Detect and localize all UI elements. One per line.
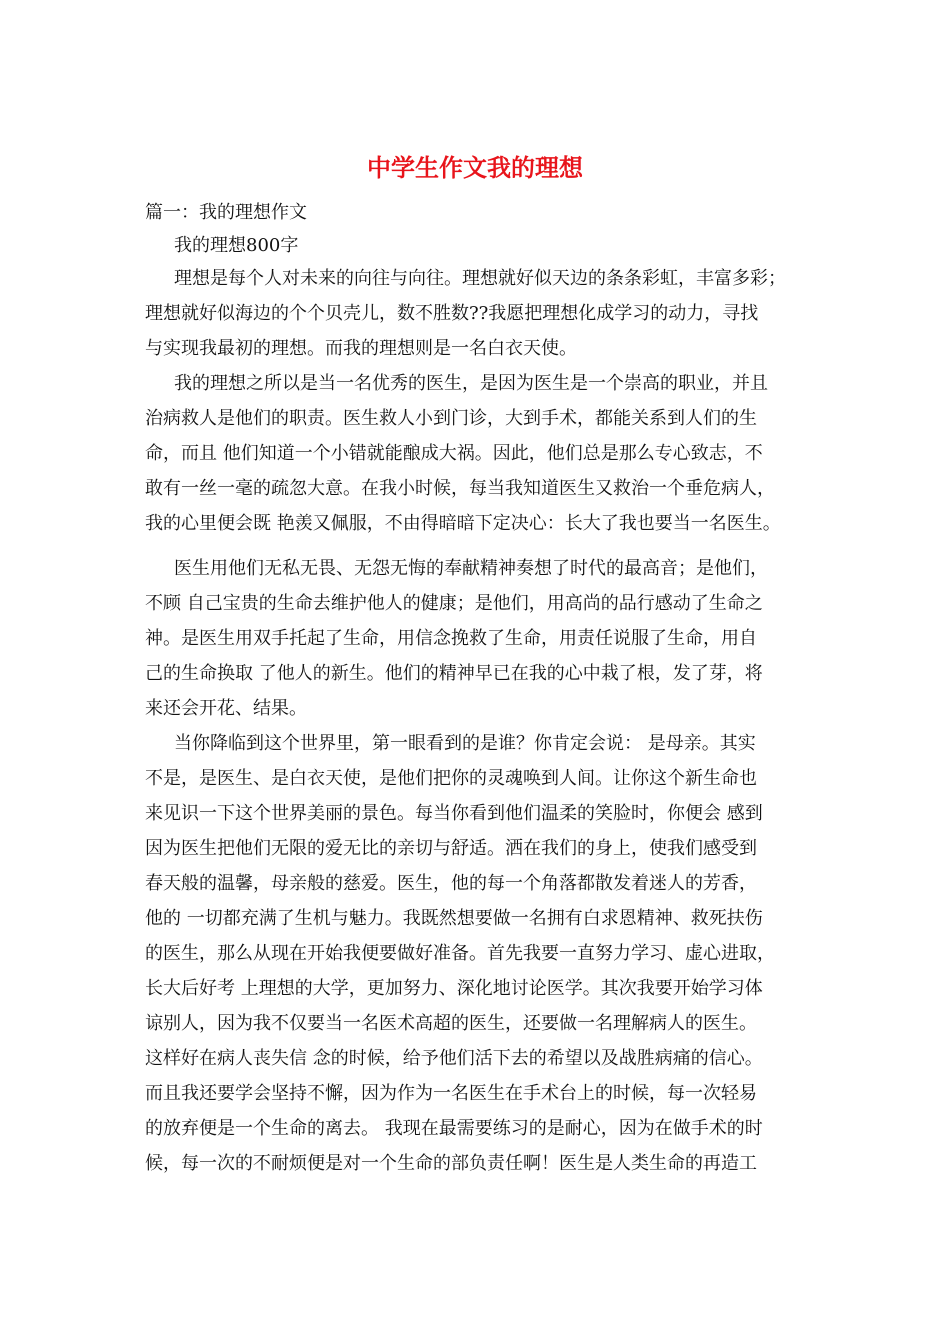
paragraph-line: 这样好在病人丧失信 念的时候，给予他们活下去的希望以及战胜病痛的信心。 (145, 1048, 763, 1069)
essay-subtitle: 我的理想800字 (174, 235, 299, 256)
paragraph-line: 长大后好考 上理想的大学，更加努力、深化地讨论医学。其次我要开始学习体 (145, 978, 763, 999)
paragraph-line: 而且我还要学会坚持不懈，因为作为一名医生在手术台上的时候，每一次轻易 (145, 1083, 757, 1104)
paragraph-line: 神。是医生用双手托起了生命，用信念挽救了生命，用责任说服了生命，用自 (145, 628, 757, 649)
paragraph-line: 不是，是医生、是白衣天使，是他们把你的灵魂唤到人间。让你这个新生命也 (145, 768, 757, 789)
paragraph-line: 候，每一次的不耐烦便是对一个生命的部负责任啊！医生是人类生命的再造工 (145, 1153, 757, 1174)
paragraph-line: 命，而且 他们知道一个小错就能酿成大祸。因此，他们总是那么专心致志，不 (145, 443, 763, 464)
paragraph-line: 与实现我最初的理想。而我的理想则是一名白衣天使。 (145, 338, 577, 359)
paragraph-line: 谅别人，因为我不仅要当一名医术高超的医生，还要做一名理解病人的医生。 (145, 1013, 757, 1034)
paragraph-line: 我的心里便会既 艳羡又佩服，不由得暗暗下定决心：长大了我也要当一名医生。 (145, 513, 781, 534)
paragraph-line: 不顾 自己宝贵的生命去维护他人的健康；是他们，用高尚的品行感动了生命之 (145, 593, 763, 614)
paragraph-line: 己的生命换取 了他人的新生。他们的精神早已在我的心中栽了根，发了芽，将 (145, 663, 763, 684)
paragraph-line: 当你降临到这个世界里，第一眼看到的是谁？你肯定会说： 是母亲。其实 (174, 733, 756, 754)
paragraph-line: 因为医生把他们无限的爱无比的亲切与舒适。洒在我们的身上，使我们感受到 (145, 838, 757, 859)
paragraph-line: 的放弃便是一个生命的离去。 我现在最需要练习的是耐心，因为在做手术的时 (145, 1118, 763, 1139)
paragraph-line: 来还会开花、结果。 (145, 698, 307, 719)
document-title: 中学生作文我的理想 (367, 153, 583, 182)
paragraph-line: 治病救人是他们的职责。医生救人小到门诊，大到手术，都能关系到人们的生 (145, 408, 757, 429)
paragraph-line: 的医生，那么从现在开始我便要做好准备。首先我要一直努力学习、虚心进取， (145, 943, 775, 964)
section-heading: 篇一：我的理想作文 (145, 202, 307, 223)
paragraph-line: 理想就好似海边的个个贝壳儿，数不胜数??我愿把理想化成学习的动力，寻找 (145, 303, 759, 324)
paragraph-line: 春天般的温馨，母亲般的慈爱。医生，他的每一个角落都散发着迷人的芳香， (145, 873, 757, 894)
paragraph-line: 敢有一丝一毫的疏忽大意。在我小时候，每当我知道医生又救治一个垂危病人， (145, 478, 775, 499)
paragraph-line: 他的 一切都充满了生机与魅力。我既然想要做一名拥有白求恩精神、救死扶伤 (145, 908, 763, 929)
paragraph-line: 我的理想之所以是当一名优秀的医生，是因为医生是一个崇高的职业，并且 (174, 373, 768, 394)
paragraph-line: 理想是每个人对未来的向往与向往。理想就好似天边的条条彩虹，丰富多彩； (174, 268, 786, 289)
paragraph-line: 医生用他们无私无畏、无怨无悔的奉献精神奏想了时代的最高音；是他们， (174, 558, 768, 579)
paragraph-line: 来见识一下这个世界美丽的景色。每当你看到他们温柔的笑脸时，你便会 感到 (145, 803, 763, 824)
